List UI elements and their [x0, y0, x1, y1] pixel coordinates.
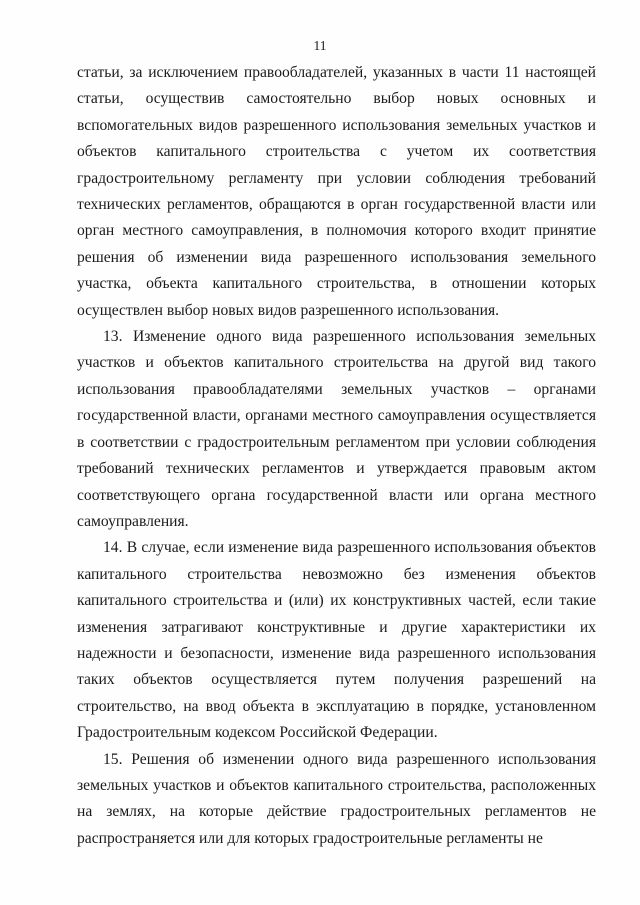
page-number: 11 — [313, 38, 327, 53]
paragraph-item-14: 14. В случае, если изменение вида разрешенного использования объектов капитального строительства невозможно без изменения объектов капитального строительства и (или) их конструктивных частей, если такие изменения затрагивают конструктивные и другие характеристики их надежности и безопасности, изменение вида разрешенного использования таких объектов осуществляется путем получения разрешений на строительство, на ввод объекта в эксплуатацию в порядке, установленном Градостроительным кодексом Российской Федерации. — [77, 539, 596, 742]
paragraph-item-15: 15. Решения об изменении одного вида разрешенного использования земельных участков и объектов капитального строительства, расположенных на землях, на которые действие градостроительных регламентов не распространяется или для которых градостроительные регламенты не — [77, 750, 596, 847]
document-body — [77, 60, 596, 852]
paragraph-item-13: 13. Изменение одного вида разрешенного использования земельных участков и объектов капитального строительства на другой вид такого использования правообладателями земельных участков – органами государственной власти, органами местного самоуправления осуществляется в соответствии с градостроительным регламентом при условии соблюдения требований технических регламентов и утверждается правовым актом соответствующего органа государственной власти или органа местного самоуправления. — [77, 328, 596, 530]
paragraph-continuation: статьи, за исключением правообладателей, указанных в части 11 настоящей статьи, осуществив самостоятельно выбор новых основных и вспомогательных видов разрешенного использования земельных участков и объектов капитального строительства с учетом их соответствия градостроительному регламенту при условии соблюдения требований технических регламентов, обращаются в орган государственной власти или орган местного самоуправления, в полномочия которого входит принятие решения об изменении вида разрешенного использования земельного участка, объекта капитального строительства, в отношении которых осуществлен выбор новых видов разрешенного использования. — [77, 64, 596, 319]
